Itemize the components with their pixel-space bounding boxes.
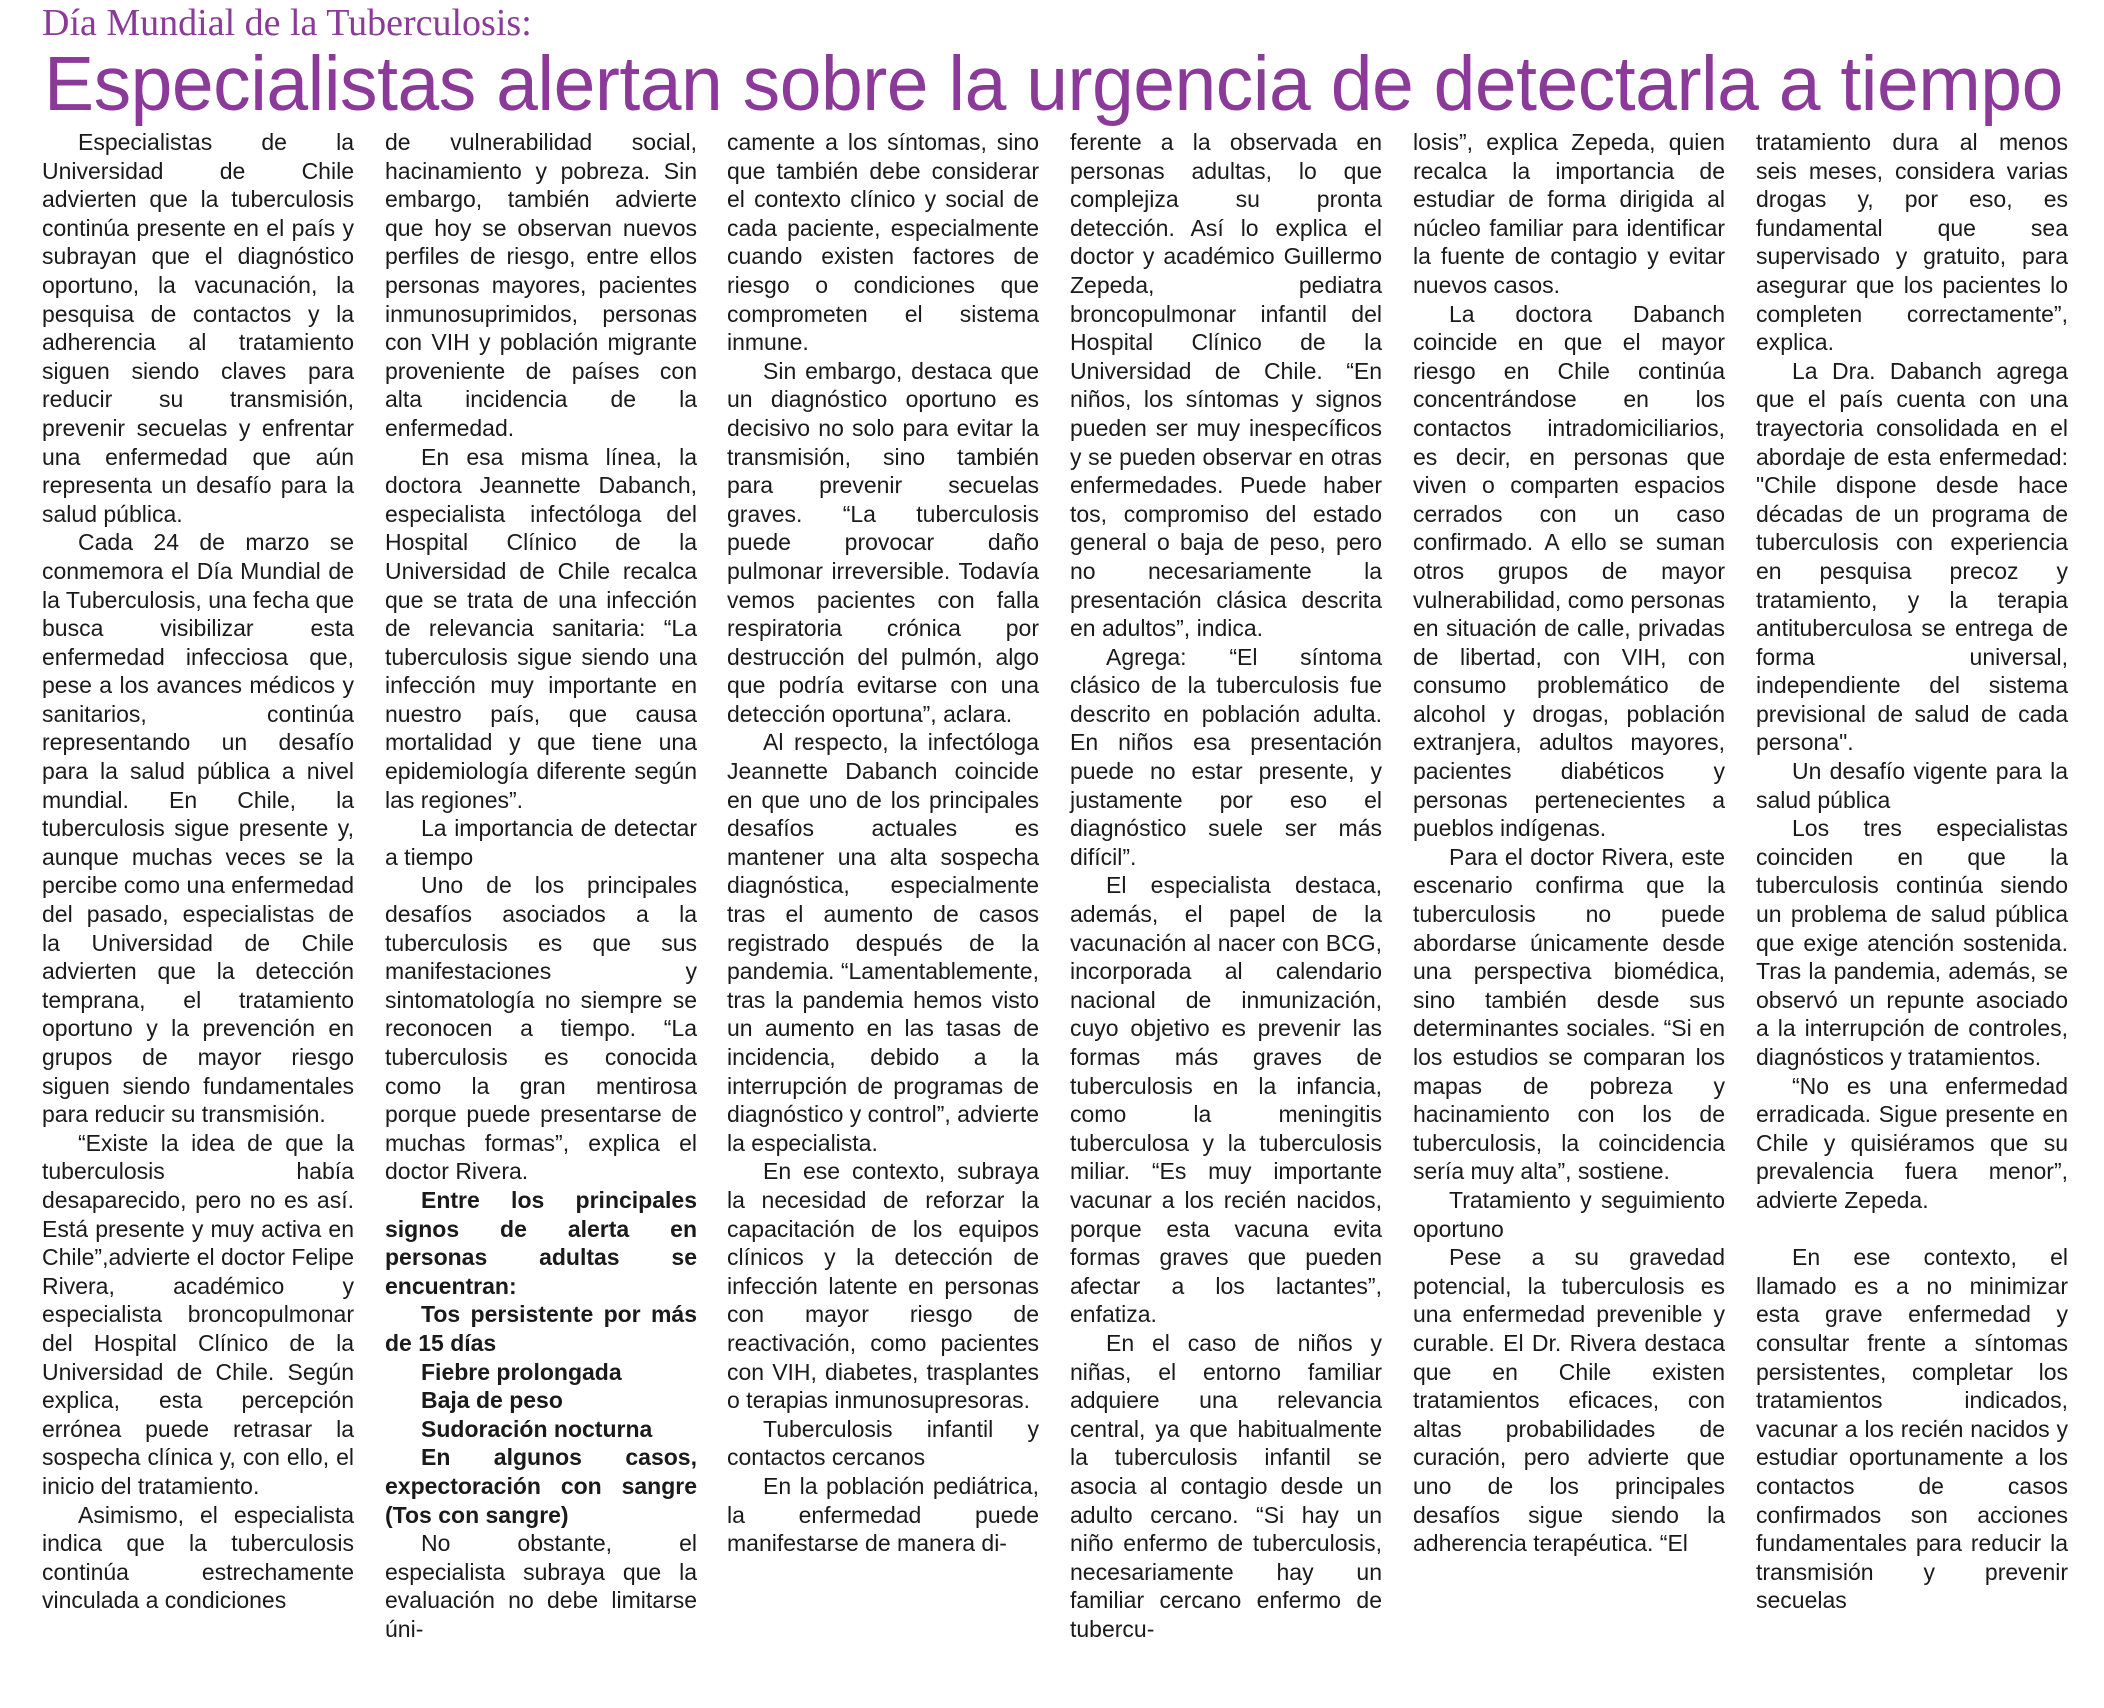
paragraph: Agrega: “El síntoma clásico de la tuberculosis fue descrito en población adulta. En niños esa presentación puede no estar presente, y justamente por eso el diagnóstico suele ser más difícil”. xyxy=(1070,643,1382,870)
paragraph: Los tres especialistas coinciden en que la tuberculosis continúa siendo un problema de salud pública que exige atención sostenida. Tras la pandemia, además, se observó un repunte asociado a la interrupción de controles, diagnósticos y tratamientos. xyxy=(1756,815,2068,1070)
paragraph: Al respecto, la infectóloga Jeannette Dabanch coincide en que uno de los principales desafíos actuales es mantener una alta sospecha diagnóstica, especialmente tras el aumento de casos registrado después de la pandemia. “Lamentablemente, tras la pandemia hemos visto un aumento en las tasas de incidencia, debido a la interrupción de programas de diagnóstico y control”, advierte la especialista. xyxy=(727,729,1039,1156)
warning-sign-item: Sudoración nocturna xyxy=(421,1415,653,1442)
paragraph: No obstante, el especialista subraya que la evaluación no debe limitarse úni- xyxy=(385,1530,697,1642)
text-column-2 xyxy=(385,128,697,1643)
warning-sign-item: Baja de peso xyxy=(421,1387,563,1414)
article-kicker: Día Mundial de la Tuberculosis: xyxy=(42,2,532,44)
text-column-3 xyxy=(727,128,1039,1558)
paragraph: tratamiento dura al menos seis meses, considera varias drogas y, por eso, es fundamental que sea supervisado y gratuito, para asegurar que los pacientes lo completen correctamente”, explica. xyxy=(1756,129,2068,356)
warning-sign-item: En algunos casos, expectoración con sangre (Tos con sangre) xyxy=(385,1444,697,1528)
paragraph: Especialistas de la Universidad de Chile advierten que la tuberculosis continúa presente en el país y subrayan que el diagnóstico oportuno, la vacunación, la pesquisa de contactos y la adherencia al tratamiento siguen siendo claves para reducir su transmisión, prevenir secuelas y enfrentar una enfermedad que aún representa un desafío para la salud pública. xyxy=(42,129,354,527)
paragraph: losis”, explica Zepeda, quien recalca la importancia de estudiar de forma dirigida al núcleo familiar para identificar la fuente de contagio y evitar nuevos casos. xyxy=(1413,129,1725,298)
section-subheading: Un desafío vigente para la salud pública xyxy=(1756,758,2068,813)
paragraph: “Existe la idea de que la tuberculosis había desaparecido, pero no es así. Está presente y muy activa en Chile”,advierte el doctor Felipe Rivera, académico y especialista broncopulmonar del Hospital Clínico de la Universidad de Chile. Según explica, esta percepción errónea puede retrasar la sospecha clínica y, con ello, el inicio del tratamiento. xyxy=(42,1129,354,1499)
paragraph: Uno de los principales desafíos asociados a la tuberculosis es que sus manifestaciones y sintomatología no siempre se reconocen a tiempo. “La tuberculosis es conocida como la gran mentirosa porque puede presentarse de muchas formas”, explica el doctor Rivera. xyxy=(385,872,697,1185)
paragraph: En ese contexto, el llamado es a no minimizar esta grave enfermedad y consultar frente a síntomas persistentes, completar los tratamientos indicados, vacunar a los recién nacidos y estudiar oportunamente a los contactos de casos confirmados son acciones fundamentales para reducir la transmisión y prevenir secuelas xyxy=(1756,1244,2068,1614)
paragraph: Cada 24 de marzo se conmemora el Día Mundial de la Tuberculosis, una fecha que busca visibilizar esta enfermedad infecciosa que, pese a los avances médicos y sanitarios, continúa representando un desafío para la salud pública a nivel mundial. En Chile, la tuberculosis sigue presente y, aunque muchas veces se la percibe como una enfermedad del pasado, especialistas de la Universidad de Chile advierten que la detección temprana, el tratamiento oportuno y la prevención en grupos de mayor riesgo siguen siendo fundamentales para reducir su transmisión. xyxy=(42,529,354,1128)
text-column-6 xyxy=(1756,128,2068,1615)
paragraph: En el caso de niños y niñas, el entorno familiar adquiere una relevancia central, ya que habitualmente la tuberculosis infantil se asocia al contagio desde un adulto cercano. “Si hay un niño enfermo de tuberculosis, necesariamente hay un familiar cercano enfermo de tubercu- xyxy=(1070,1329,1382,1642)
section-subheading: Tuberculosis infantil y contactos cercanos xyxy=(727,1415,1039,1471)
warning-sign-item: Tos persistente por más de 15 días xyxy=(385,1301,697,1356)
paragraph: camente a los síntomas, sino que también debe considerar el contexto clínico y social de cada paciente, especialmente cuando existen factores de riesgo o condiciones que comprometen el sistema inmune. xyxy=(727,129,1039,356)
text-column-4 xyxy=(1070,128,1382,1643)
paragraph: de vulnerabilidad social, hacinamiento y pobreza. Sin embargo, también advierte que hoy se observan nuevos perfiles de riesgo, entre ellos personas mayores, pacientes inmunosuprimidos, personas con VIH y población migrante proveniente de países con alta incidencia de la enfermedad. xyxy=(385,129,697,441)
text-column-1 xyxy=(42,128,354,1615)
paragraph: Sin embargo, destaca que un diagnóstico oportuno es decisivo no solo para evitar la transmisión, sino también para prevenir secuelas graves. “La tuberculosis puede provocar daño pulmonar irreversible. Todavía vemos pacientes con falla respiratoria crónica por destrucción del pulmón, algo que podría evitarse con una detección oportuna”, aclara. xyxy=(727,357,1039,727)
paragraph: En esa misma línea, la doctora Jeannette Dabanch, especialista infectóloga del Hospital Clínico de la Universidad de Chile recalca que se trata de una infección de relevancia sanitaria: “La tuberculosis sigue siendo una infección muy importante en nuestro país, que causa mortalidad y que tiene una epidemiología diferente según las regiones”. xyxy=(385,443,697,813)
paragraph: En la población pediátrica, la enfermedad puede manifestarse de manera di- xyxy=(727,1472,1039,1557)
paragraph: ferente a la observada en personas adultas, lo que complejiza su pronta detección. Así lo explica el doctor y académico Guillermo Zepeda, pediatra broncopulmonar infantil del Hospital Clínico de la Universidad de Chile. “En niños, los síntomas y signos pueden ser muy inespecíficos y se pueden observar en otras enfermedades. Puede haber tos, compromiso del estado general o baja de peso, pero no necesariamente la presentación clásica descrita en adultos”, indica. xyxy=(1070,129,1382,642)
warning-signs-intro: Entre los principales signos de alerta en personas adultas se encuentran: xyxy=(385,1186,697,1299)
paragraph: Para el doctor Rivera, este escenario confirma que la tuberculosis no puede abordarse únicamente desde una perspectiva biomédica, sino también desde sus determinantes sociales. “Si en los estudios se comparan los mapas de pobreza y hacinamiento con los de tuberculosis, la coincidencia sería muy alta”, sostiene. xyxy=(1413,843,1725,1185)
paragraph: Pese a su gravedad potencial, la tuberculosis es una enfermedad prevenible y curable. El Dr. Rivera destaca que en Chile existen tratamientos eficaces, con altas probabilidades de curación, pero advierte que uno de los principales desafíos sigue siendo la adherencia terapéutica. “El xyxy=(1413,1244,1725,1557)
text-column-5 xyxy=(1413,128,1725,1558)
warning-sign-item: Fiebre prolongada xyxy=(421,1358,622,1385)
paragraph: La Dra. Dabanch agrega que el país cuenta con una trayectoria consolidada en el abordaje de esta enfermedad: "Chile dispone desde hace décadas de un programa de tuberculosis con experiencia en pesquisa precoz y tratamiento, y la terapia antituberculosa se entrega de forma universal, independiente del sistema previsional de salud de cada persona". xyxy=(1756,357,2068,756)
section-subheading: Tratamiento y seguimiento oportuno xyxy=(1413,1186,1725,1242)
section-subheading: La importancia de detectar a tiempo xyxy=(385,815,697,870)
paragraph: “No es una enfermedad erradicada. Sigue presente en Chile y quisiéramos que su prevalencia fuera menor”, advierte Zepeda. xyxy=(1756,1072,2068,1213)
paragraph: La doctora Dabanch coincide en que el mayor riesgo en Chile continúa concentrándose en los contactos intradomiciliarios, es decir, en personas que viven o comparten espacios cerrados con un caso confirmado. A ello se suman otros grupos de mayor vulnerabilidad, como personas en situación de calle, privadas de libertad, con VIH, con consumo problemático de alcohol y drogas, población extranjera, adultos mayores, pacientes diabéticos y personas pertenecientes a pueblos indígenas. xyxy=(1413,300,1725,842)
paragraph: En ese contexto, subraya la necesidad de reforzar la capacitación de los equipos clínicos y la detección de infección latente en personas con mayor riesgo de reactivación, como pacientes con VIH, diabetes, trasplantes o terapias inmunosupresoras. xyxy=(727,1158,1039,1414)
article-headline: Especialistas alertan sobre la urgencia de detectarla a tiempo xyxy=(44,41,2063,127)
article-body xyxy=(0,128,2104,1708)
paragraph: Asimismo, el especialista indica que la tuberculosis continúa estrechamente vinculada a condiciones xyxy=(42,1501,354,1614)
paragraph: El especialista destaca, además, el papel de la vacunación al nacer con BCG, incorporada al calendario nacional de inmunización, cuyo objetivo es prevenir las formas más graves de tuberculosis en la infancia, como la meningitis tuberculosa y la tuberculosis miliar. “Es muy importante vacunar a los recién nacidos, porque esta vacuna evita formas graves que pueden afectar a los lactantes”, enfatiza. xyxy=(1070,872,1382,1328)
